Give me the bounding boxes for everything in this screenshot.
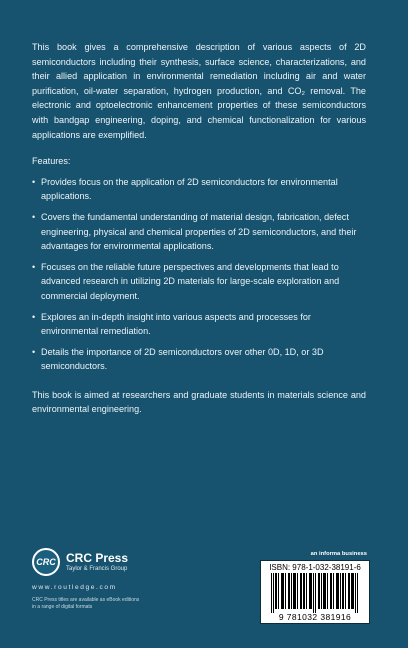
isbn-text: ISBN: 978-1-032-38191-6 <box>269 563 361 572</box>
bullet-icon: • <box>32 311 36 322</box>
publisher-group: Taylor & Francis Group <box>66 565 128 572</box>
ean-number: 9 781032 381916 <box>278 612 352 622</box>
ebook-note: CRC Press titles are available as eBook editions in a range of digital formats <box>32 597 140 610</box>
feature-text: Details the importance of 2D semiconductors over other 0D, 1D, or 3D semiconductors. <box>41 346 324 372</box>
barcode <box>260 560 370 624</box>
intro-paragraph: This book gives a comprehensive description of various aspects of 2D semiconductors including their synthesis, surface science, characterizations, and their allied application in environmental remediation including air and water purification, oil-water separation, hydrogen production, and CO₂ removal. The electronic and optoelectronic enhancement properties of these semiconductors with bandgap engineering, doping, and chemical functionalization for various applications are exemplified. <box>32 42 366 140</box>
features-list <box>32 175 366 374</box>
feature-text: Explores an in-depth insight into various aspects and processes for environmental remediation. <box>41 311 311 337</box>
publisher-logo-row <box>32 548 182 576</box>
feature-item <box>32 345 366 374</box>
bullet-icon: • <box>32 346 36 357</box>
back-cover-description <box>32 40 366 417</box>
bullet-icon: • <box>32 261 36 272</box>
feature-item <box>32 310 366 339</box>
feature-item <box>32 260 366 304</box>
informa-business-label: an informa business <box>310 551 367 557</box>
feature-text: Provides focus on the application of 2D semiconductors for environmental applications. <box>41 176 338 202</box>
bullet-icon: • <box>32 176 36 187</box>
publisher-website: www.routledge.com <box>32 584 117 591</box>
features-heading: Features: <box>32 156 71 167</box>
closing-paragraph: This book is aimed at researchers and graduate students in materials science and environmental engineering. <box>32 389 366 415</box>
barcode-bars-icon <box>265 573 367 613</box>
publisher-name-block <box>66 552 128 573</box>
feature-text: Covers the fundamental understanding of material design, fabrication, defect engineering, physical and chemical properties of 2D semiconductors, and their advantages for environmental applications. <box>41 211 357 252</box>
feature-text: Focuses on the reliable future perspectives and developments that lead to advanced research in utilizing 2D materials for large-scale exploration and commercial deployment. <box>41 261 340 301</box>
feature-item <box>32 210 366 254</box>
bullet-icon: • <box>32 211 36 222</box>
publisher-block <box>32 548 182 628</box>
feature-item <box>32 175 366 204</box>
publisher-name: CRC Press <box>66 550 129 565</box>
crc-logo-icon: CRC <box>32 548 60 576</box>
